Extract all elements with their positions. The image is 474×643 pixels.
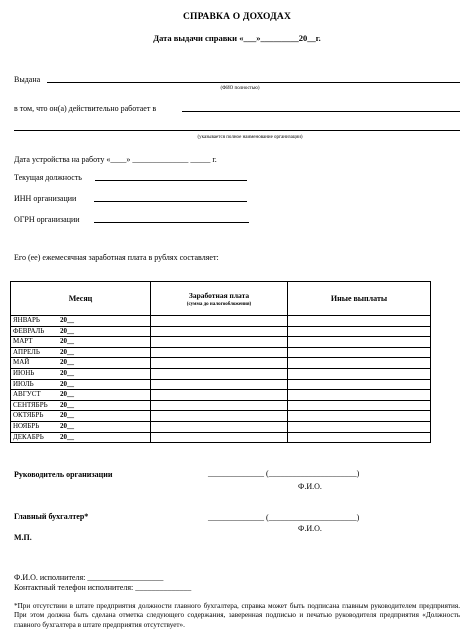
month-name: АВГУСТ bbox=[13, 390, 41, 399]
salary-cell[interactable] bbox=[151, 432, 288, 443]
issued-to-label: Выдана bbox=[14, 75, 41, 84]
month-name: АПРЕЛЬ bbox=[13, 347, 40, 356]
issue-date: Дата выдачи справки «___»_________20__г. bbox=[153, 33, 321, 43]
organization-line[interactable] bbox=[14, 130, 460, 131]
month-year[interactable]: 20__ bbox=[60, 400, 74, 409]
month-name: ДЕКАБРЬ bbox=[13, 432, 44, 441]
other-payments-cell[interactable] bbox=[288, 390, 431, 401]
table-row bbox=[11, 421, 431, 432]
month-cell bbox=[11, 326, 151, 337]
other-payments-cell[interactable] bbox=[288, 432, 431, 443]
month-cell bbox=[11, 421, 151, 432]
salary-cell[interactable] bbox=[151, 347, 288, 358]
table-row bbox=[11, 390, 431, 401]
salary-cell[interactable] bbox=[151, 316, 288, 327]
salary-cell[interactable] bbox=[151, 421, 288, 432]
issued-to-hint: (ФИО полностью) bbox=[220, 86, 260, 91]
issued-to-line[interactable] bbox=[47, 82, 460, 83]
other-payments-cell[interactable] bbox=[288, 400, 431, 411]
head-signature-label: Руководитель организации bbox=[14, 470, 113, 479]
month-cell bbox=[11, 390, 151, 401]
other-payments-cell[interactable] bbox=[288, 316, 431, 327]
other-payments-cell[interactable] bbox=[288, 326, 431, 337]
document-title: СПРАВКА О ДОХОДАХ bbox=[182, 12, 292, 22]
other-payments-cell[interactable] bbox=[288, 347, 431, 358]
month-name: МАРТ bbox=[13, 337, 33, 346]
month-cell bbox=[11, 432, 151, 443]
month-name: ИЮЛЬ bbox=[13, 379, 34, 388]
month-name: НОЯБРЬ bbox=[13, 421, 40, 430]
salary-cell[interactable] bbox=[151, 368, 288, 379]
income-table bbox=[10, 281, 431, 443]
works-at-line[interactable] bbox=[182, 111, 460, 112]
other-payments-cell[interactable] bbox=[288, 421, 431, 432]
month-name: ЯНВАРЬ bbox=[13, 316, 40, 324]
month-cell bbox=[11, 316, 151, 327]
table-row bbox=[11, 432, 431, 443]
month-year[interactable]: 20__ bbox=[60, 358, 74, 367]
table-row bbox=[11, 347, 431, 358]
month-name: СЕНТЯБРЬ bbox=[13, 400, 48, 409]
table-row bbox=[11, 316, 431, 327]
salary-cell[interactable] bbox=[151, 379, 288, 390]
month-year[interactable]: 20__ bbox=[60, 379, 74, 388]
column-header-salary bbox=[151, 282, 288, 316]
month-cell bbox=[11, 379, 151, 390]
inn-line[interactable] bbox=[94, 201, 247, 202]
salary-cell[interactable] bbox=[151, 411, 288, 422]
accountant-signature-label: Главный бухгалтер* bbox=[14, 512, 89, 521]
head-fio-label: Ф.И.О. bbox=[298, 482, 322, 491]
column-header-salary-title: Заработная плата bbox=[188, 290, 250, 300]
month-cell bbox=[11, 368, 151, 379]
table-row bbox=[11, 368, 431, 379]
head-signature-line[interactable]: ______________ (______________________) bbox=[208, 469, 360, 478]
works-at-label: в том, что он(а) действительно работает в bbox=[14, 104, 157, 113]
month-name: ИЮНЬ bbox=[13, 368, 35, 377]
table-row bbox=[11, 400, 431, 411]
salary-intro: Его (ее) ежемесячная заработная плата в рублях составляет: bbox=[14, 253, 219, 262]
salary-cell[interactable] bbox=[151, 358, 288, 369]
month-cell bbox=[11, 337, 151, 348]
executor-phone[interactable]: Контактный телефон исполнителя: ______________ bbox=[14, 583, 192, 592]
month-cell bbox=[11, 400, 151, 411]
other-payments-cell[interactable] bbox=[288, 337, 431, 348]
inn-label: ИНН организации bbox=[14, 194, 77, 203]
other-payments-cell[interactable] bbox=[288, 411, 431, 422]
executor-name[interactable]: Ф.И.О. исполнителя: ___________________ bbox=[14, 573, 164, 582]
month-name: ОКТЯБРЬ bbox=[13, 411, 44, 420]
month-year[interactable]: 20__ bbox=[60, 337, 74, 346]
month-name: ФЕВРАЛЬ bbox=[13, 326, 45, 335]
column-header-salary-note: (сумма до налогообложения) bbox=[186, 301, 252, 307]
salary-cell[interactable] bbox=[151, 326, 288, 337]
hire-date-field[interactable]: Дата устройства на работу «____» ______________ _____ г. bbox=[14, 155, 217, 164]
table-row bbox=[11, 358, 431, 369]
accountant-fio-label: Ф.И.О. bbox=[298, 524, 322, 533]
position-line[interactable] bbox=[95, 180, 247, 181]
footnote: *При отсутствии в штате предприятия должности главного бухгалтера, справка может быть подписана главным руководителем предприятия. При этом должна быть сделана отметка следующего содержания, заверенная подписью и печатью руководителя предприятия «Должность главного бухгалтера в штате предприятия отсутствует». bbox=[14, 602, 460, 629]
stamp-label: М.П. bbox=[14, 533, 32, 542]
month-year[interactable]: 20__ bbox=[60, 326, 74, 335]
month-year[interactable]: 20__ bbox=[60, 390, 74, 399]
month-name: МАЙ bbox=[13, 358, 30, 367]
table-row bbox=[11, 379, 431, 390]
salary-cell[interactable] bbox=[151, 337, 288, 348]
ogrn-line[interactable] bbox=[94, 222, 249, 223]
table-row bbox=[11, 337, 431, 348]
month-cell bbox=[11, 358, 151, 369]
organization-hint: (указывается полное наименование организации) bbox=[197, 135, 303, 140]
salary-cell[interactable] bbox=[151, 390, 288, 401]
month-year[interactable]: 20__ bbox=[60, 411, 74, 420]
other-payments-cell[interactable] bbox=[288, 368, 431, 379]
month-year[interactable]: 20__ bbox=[60, 432, 74, 441]
other-payments-cell[interactable] bbox=[288, 379, 431, 390]
salary-cell[interactable] bbox=[151, 400, 288, 411]
accountant-signature-line[interactable]: ______________ (______________________) bbox=[208, 513, 360, 522]
column-header-other: Иные выплаты bbox=[288, 282, 431, 316]
month-cell bbox=[11, 347, 151, 358]
income-table-body bbox=[11, 316, 431, 443]
month-year[interactable]: 20__ bbox=[60, 316, 74, 324]
ogrn-label: ОГРН организации bbox=[14, 215, 80, 224]
table-row bbox=[11, 411, 431, 422]
other-payments-cell[interactable] bbox=[288, 358, 431, 369]
table-row bbox=[11, 326, 431, 337]
position-label: Текущая должность bbox=[14, 173, 82, 182]
month-cell bbox=[11, 411, 151, 422]
month-year[interactable]: 20__ bbox=[60, 368, 74, 377]
income-table-header bbox=[11, 282, 431, 316]
month-year[interactable]: 20__ bbox=[60, 421, 74, 430]
month-year[interactable]: 20__ bbox=[60, 347, 74, 356]
column-header-month: Месяц bbox=[11, 282, 151, 316]
